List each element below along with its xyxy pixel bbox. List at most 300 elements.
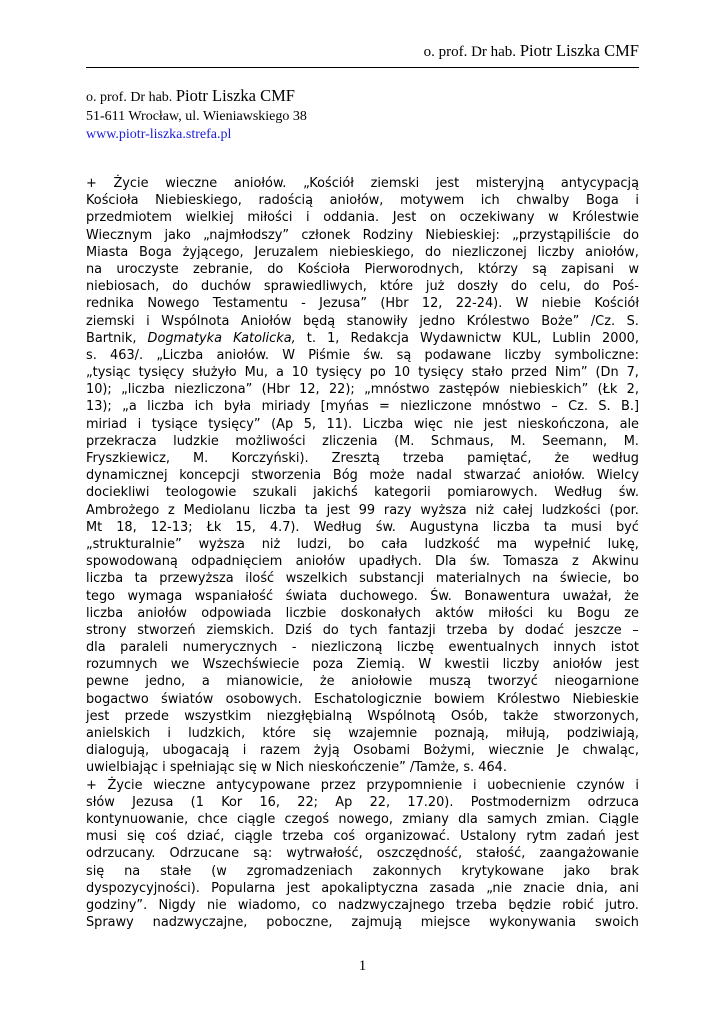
word: są — [396, 347, 412, 363]
word: S. — [626, 313, 639, 329]
word: „liczba — [121, 382, 165, 398]
word: Kościół — [594, 296, 639, 312]
word: Rodziny — [362, 227, 414, 243]
author-website-link[interactable]: www.piotr-liszka.strefa.pl — [86, 127, 232, 142]
word: może — [369, 468, 405, 484]
text-line — [86, 897, 639, 914]
word: tworzyć — [487, 674, 538, 690]
word: odpowiada — [201, 605, 272, 621]
running-header — [86, 42, 639, 61]
text-line — [86, 295, 639, 312]
word: nadzwyczajne, — [152, 915, 248, 931]
word: odrzuca — [587, 794, 639, 810]
word: zapisani — [561, 261, 615, 277]
word: św. — [363, 347, 384, 363]
word: trzeba — [402, 451, 445, 466]
word: (Dn — [595, 365, 619, 381]
word: członek — [301, 227, 351, 243]
text-line — [86, 863, 639, 880]
page-number: 1 — [358, 958, 367, 974]
word: 2000, — [602, 330, 639, 346]
author-line — [86, 86, 307, 107]
word: jakichś — [313, 485, 358, 501]
word: Ustalony — [460, 829, 517, 845]
word: Aniołów — [240, 313, 292, 329]
word: tego — [86, 588, 116, 604]
word: Nich — [275, 760, 309, 776]
word: zgromadzeniach — [246, 863, 353, 879]
word: mianowicie, — [226, 674, 304, 690]
text-line — [86, 777, 639, 794]
word: niezgłębialną — [266, 708, 353, 724]
word: liczba — [492, 519, 530, 535]
word: musi — [86, 829, 118, 845]
word: na — [86, 261, 103, 277]
word: zmian. — [546, 811, 590, 827]
word: wymaga — [127, 588, 183, 604]
word: + — [86, 176, 97, 191]
running-header-prefix: o. prof. Dr hab. — [423, 44, 517, 60]
word: aniołów. — [233, 176, 287, 191]
word: do — [622, 227, 639, 243]
word: swoich — [594, 915, 639, 931]
text-line — [86, 192, 639, 209]
word: św. — [469, 554, 490, 570]
word: Jezusa — [132, 794, 174, 810]
word: chwalby — [516, 193, 570, 209]
text-line — [86, 227, 639, 244]
word: 10); — [86, 382, 112, 398]
text-line — [86, 845, 639, 862]
word: przed — [510, 365, 548, 381]
word: + — [86, 777, 97, 793]
word: M. — [193, 451, 209, 466]
text-line — [86, 794, 639, 811]
word: Jezusa” — [319, 296, 368, 312]
word: pamiętać, — [467, 451, 532, 466]
word: (Hbr — [380, 296, 409, 312]
word: Boga — [585, 193, 619, 209]
word: Dogmatyka — [147, 330, 223, 346]
word: Bartnik, — [86, 330, 137, 346]
word: 464. — [478, 760, 507, 776]
word: zakonnych — [372, 863, 442, 879]
word: lukę, — [607, 536, 639, 552]
word: zebranie, — [193, 261, 253, 277]
word: wiadomo, — [237, 897, 301, 913]
text-line — [86, 605, 639, 622]
word: które — [379, 279, 414, 295]
word: Jest — [392, 210, 417, 226]
word: kategorii — [374, 485, 431, 501]
word: i — [306, 210, 310, 226]
word: podziwiają, — [566, 726, 639, 741]
word: Schmaus, — [430, 433, 494, 449]
word: coś — [155, 829, 177, 845]
word: jutro. — [605, 897, 639, 913]
text-line — [86, 261, 639, 278]
text-line — [86, 347, 639, 364]
text-line — [86, 484, 639, 501]
word: on — [429, 210, 446, 226]
word: innych — [553, 640, 597, 656]
word: przede — [124, 708, 169, 724]
word: duchów — [201, 279, 252, 295]
word: ze — [624, 605, 639, 621]
word: Królestwo — [466, 313, 530, 329]
word: s. — [86, 347, 97, 363]
word: bogactwo — [86, 691, 149, 707]
word: ludzkich, — [188, 726, 246, 741]
word: odpadnięciem — [191, 554, 283, 570]
word: bowiem — [434, 691, 485, 707]
word: Wszechświecie — [202, 657, 300, 673]
word: niezliczoną — [310, 640, 383, 656]
word: 22; — [297, 794, 319, 810]
word: Ziemią. — [356, 657, 406, 673]
word: Piśmie — [308, 347, 351, 363]
word: a — [201, 674, 210, 690]
word: aniołów — [137, 605, 187, 621]
word: uwielbiając — [86, 760, 163, 776]
word: ludzkości — [541, 502, 601, 518]
word: Kościoła — [86, 193, 139, 209]
word: trzeba — [456, 897, 498, 913]
word: św. — [375, 519, 396, 535]
text-line — [86, 725, 639, 742]
word: liczba — [258, 502, 297, 518]
word: (1 — [190, 794, 204, 810]
word: 12, — [421, 296, 443, 312]
word: nieskończenie” — [308, 760, 410, 776]
word: którzy — [477, 261, 518, 277]
word: się — [312, 726, 332, 741]
word: Bonawentura — [464, 588, 551, 604]
word: oddania. — [323, 210, 380, 226]
text-line — [86, 450, 639, 467]
word: nadal — [416, 468, 452, 484]
word: szukali — [252, 485, 297, 501]
word: apokaliptyczna — [321, 880, 419, 896]
word: poza — [312, 657, 344, 673]
text-line — [86, 553, 639, 570]
word: dociekliwi — [86, 485, 150, 501]
word: już — [425, 279, 445, 295]
word: dziać, — [186, 829, 225, 845]
text-line — [86, 639, 639, 656]
word: nowego, — [338, 811, 394, 827]
word: jedno, — [145, 674, 186, 690]
word: niezliczonej — [451, 244, 527, 260]
word: Osobami — [353, 743, 411, 759]
word: nieskończona, — [517, 416, 610, 432]
word: Niebieskiego, — [155, 193, 242, 209]
word: zliczenia — [322, 433, 378, 449]
word: jest — [286, 880, 310, 896]
word: mnóstwo — [482, 399, 541, 415]
word: zajmują — [351, 915, 402, 931]
word: w — [260, 760, 276, 776]
word: [myńas — [320, 399, 369, 415]
word: materialnych — [435, 571, 521, 587]
word: się — [86, 863, 105, 879]
word: stałość, — [476, 846, 526, 862]
word: duchowego. — [339, 588, 418, 604]
word: bo — [348, 536, 365, 552]
word: „Liczba — [156, 347, 204, 363]
word: niezliczone — [400, 399, 472, 415]
word: Wielcy — [596, 468, 639, 484]
word: są — [532, 261, 547, 277]
author-contact-block — [86, 86, 307, 144]
word: przewyższa — [159, 571, 234, 587]
word: że — [624, 588, 639, 604]
word: brak — [610, 863, 639, 879]
text-line — [86, 536, 639, 553]
text-line — [86, 313, 639, 330]
word: fantazji — [388, 622, 436, 638]
word: Mu, — [244, 365, 268, 381]
word: czynów — [576, 777, 625, 793]
word: i — [137, 416, 142, 432]
word: aktów — [435, 605, 474, 621]
word: będzie — [508, 897, 551, 913]
word: dodać — [524, 622, 565, 638]
text-line — [86, 880, 639, 897]
word: „strukturalnie” — [86, 536, 182, 552]
word: paraleli — [120, 640, 169, 656]
word: (Hbr — [261, 382, 290, 398]
word: jedno — [419, 313, 456, 329]
running-header-name: Piotr Liszka CMF — [519, 41, 639, 60]
word: jako — [164, 227, 191, 243]
word: Tomasza — [503, 554, 559, 570]
word: liczby — [502, 657, 540, 673]
word: a — [275, 365, 284, 381]
word: stworzenia — [251, 468, 322, 484]
word: 4.7). — [269, 519, 300, 535]
word: Jeruzalem — [254, 244, 319, 260]
word: na — [124, 863, 141, 879]
word: strony — [86, 622, 127, 638]
word: wieczne — [153, 777, 206, 793]
word: zmiany — [402, 811, 449, 827]
word: Ciągle — [598, 811, 639, 827]
word: i — [162, 760, 170, 776]
word: odrzucany. — [86, 846, 156, 862]
word: Lublin — [552, 330, 591, 346]
text-line — [86, 244, 639, 261]
word: wypełnić — [534, 536, 591, 552]
word: czegoś — [284, 811, 330, 827]
text-line — [86, 570, 639, 587]
word: uobecnienie — [487, 777, 566, 793]
text-line — [86, 588, 639, 605]
word: miriady — [261, 399, 311, 415]
word: także — [503, 708, 539, 724]
word: przedmiotem — [86, 210, 172, 226]
word: anielskich — [86, 726, 151, 741]
word: 16, — [259, 794, 280, 810]
word: chwaląc, — [582, 743, 639, 759]
word: 7, — [626, 365, 639, 381]
word: 11). — [326, 416, 353, 432]
word: /Cz. — [590, 313, 616, 329]
word: Ambrożego — [86, 502, 160, 518]
word: Katolicka, — [233, 330, 296, 346]
word: 22-24). — [455, 296, 503, 312]
word: chce — [197, 811, 228, 827]
word: 18, — [116, 519, 137, 535]
word: Niebieskiej: — [425, 227, 500, 243]
word: t. — [306, 330, 316, 346]
word: poznają, — [434, 726, 489, 741]
word: Akwinu — [592, 554, 639, 570]
word: we — [170, 657, 190, 673]
word: co — [311, 897, 327, 913]
word: krytykowane — [461, 863, 544, 879]
word: do — [172, 279, 189, 295]
word: wielkiej — [185, 210, 234, 226]
author-name: Piotr Liszka CMF — [175, 86, 295, 105]
word: upadłych. — [358, 554, 422, 570]
word: doszły — [457, 279, 499, 295]
word: do — [425, 244, 442, 260]
word: liczba — [86, 571, 124, 587]
word: więc — [413, 416, 444, 432]
word: M. — [623, 433, 639, 449]
word: tysięcy — [418, 365, 464, 381]
word: Cz. — [568, 399, 588, 415]
word: z — [168, 502, 175, 518]
word: ale — [619, 416, 639, 432]
word: Nim” — [555, 365, 588, 381]
word: razy — [383, 502, 412, 518]
word: Według — [313, 519, 362, 535]
header-rule — [86, 67, 639, 68]
word: do — [583, 279, 600, 295]
word: Poś- — [612, 279, 639, 295]
word: - — [301, 296, 306, 312]
word: wykonywania — [489, 915, 577, 931]
word: tysięcy” — [208, 416, 261, 432]
word: Niebieskie — [572, 691, 639, 707]
word: (Ap — [271, 416, 294, 432]
word: że — [319, 674, 335, 690]
word: się — [238, 760, 261, 776]
word: dnia, — [576, 880, 609, 896]
word: ku — [547, 605, 563, 621]
word: organizować. — [365, 829, 451, 845]
word: świata — [285, 588, 328, 604]
word: żyjącego, — [182, 244, 244, 260]
word: Według — [554, 485, 603, 501]
word: Życie — [113, 176, 149, 191]
word: 10 — [291, 365, 309, 381]
word: jest — [483, 416, 508, 432]
text-line — [86, 209, 639, 226]
text-line — [86, 364, 639, 381]
word: Augustyna — [409, 519, 479, 535]
text-line — [86, 433, 639, 450]
word: była — [223, 399, 252, 415]
word: jest — [86, 708, 110, 724]
word: niebie — [541, 296, 582, 312]
word: oczekiwany — [459, 210, 535, 226]
text-line — [86, 914, 639, 931]
word: Królestwie — [572, 210, 639, 226]
word: są: — [253, 846, 273, 862]
word: Wspólnotą — [367, 708, 436, 724]
word: muszą — [428, 674, 471, 690]
word: rytm — [526, 829, 557, 845]
word: Mediolanu — [183, 502, 251, 518]
word: Postmodernizm — [470, 794, 571, 810]
word: sprawiedliwych, — [263, 279, 367, 295]
word: S. — [598, 399, 611, 415]
word: razem — [259, 743, 301, 759]
word: aniołów, — [329, 193, 384, 209]
word: (por. — [609, 502, 639, 518]
word: stanowiły — [346, 313, 408, 329]
word: tych — [349, 622, 378, 638]
word: wieczne — [165, 176, 218, 191]
word: ludzkość — [424, 536, 480, 552]
word: dialogują, — [86, 743, 150, 759]
word: Bogu — [576, 605, 611, 621]
word: niż — [475, 502, 494, 518]
word: cała — [381, 536, 408, 552]
word: misteryjną — [475, 176, 545, 191]
word: spełniając — [169, 760, 239, 776]
word: wytrwałość, — [286, 846, 363, 862]
word: jest — [615, 829, 639, 845]
word: trzeba — [282, 829, 324, 845]
word: KUL, — [512, 330, 542, 346]
word: 1, — [327, 330, 340, 346]
word: „przystąpiliście — [512, 227, 611, 243]
text-line — [86, 828, 639, 845]
word: ubogacają — [162, 743, 230, 759]
author-address: 51-611 Wrocław, ul. Wieniawskiego 38 — [86, 109, 307, 124]
word: do — [267, 261, 284, 277]
word: słów — [86, 794, 115, 810]
word: ani — [619, 880, 639, 896]
word: ta — [304, 502, 318, 518]
word: godziny”. — [86, 897, 148, 913]
word: pomiarowych. — [447, 485, 538, 501]
word: Bóg — [332, 468, 358, 484]
word: Kościoła — [297, 261, 351, 277]
word: ta — [543, 519, 557, 535]
word: symboliczne: — [554, 347, 639, 363]
word: 10 — [393, 365, 411, 381]
word: ziemski — [86, 313, 135, 329]
word: aniołów — [295, 554, 346, 570]
word: ciągle — [234, 829, 273, 845]
word: = — [379, 399, 390, 415]
word: trzeba — [446, 622, 488, 638]
word: W — [515, 296, 529, 312]
word: bo — [622, 571, 639, 587]
word: stało — [471, 365, 503, 381]
word: celu, — [539, 279, 571, 295]
word: 12-13; — [150, 519, 193, 535]
word: i — [167, 726, 171, 741]
word: na — [532, 571, 549, 587]
word: tysiące — [151, 416, 198, 432]
word: świecie, — [559, 571, 612, 587]
